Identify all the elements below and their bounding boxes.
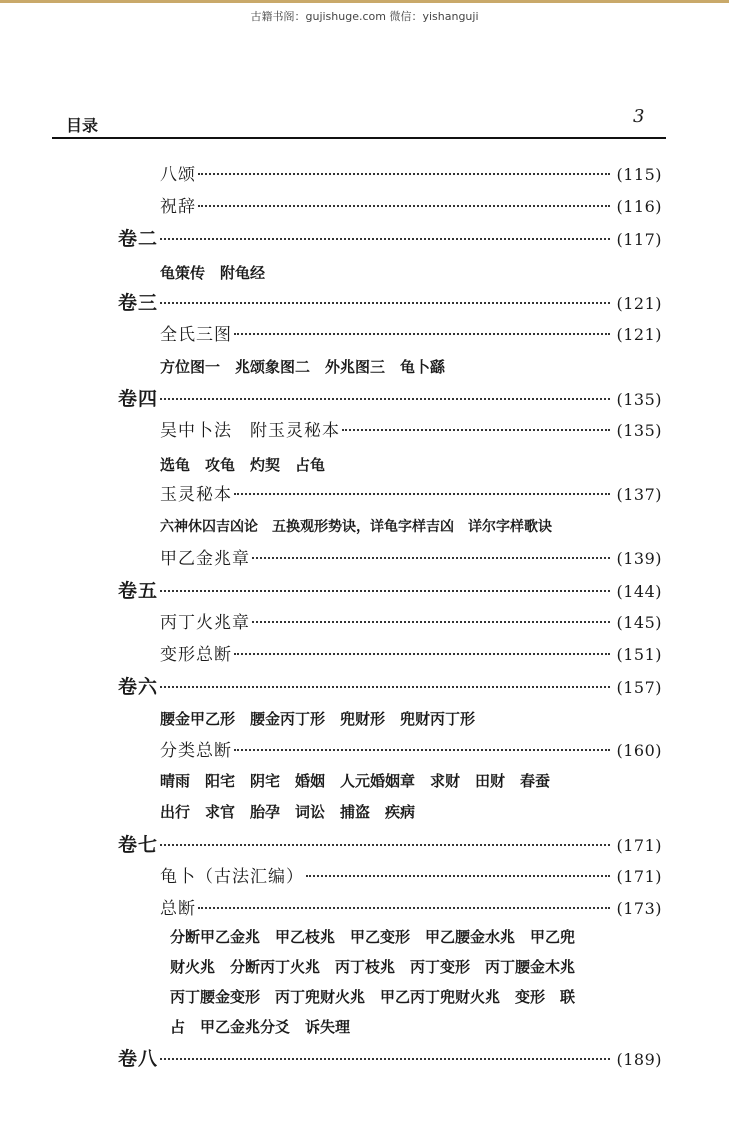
toc-entry-title: 甲乙金兆章	[160, 549, 250, 569]
toc-subentries: 腰金甲乙形 腰金丙丁形 兜财形 兜财丙丁形	[160, 710, 476, 728]
toc-entry-page: (173)	[616, 899, 662, 918]
toc-volume-title: 卷八	[118, 1048, 159, 1070]
toc-entry	[160, 480, 662, 505]
toc-entry	[160, 862, 662, 887]
toc-entry	[160, 544, 662, 569]
toc-subentries: 六神休囚吉凶论 五换观形势诀，详龟字样吉凶 详尔字样歌诀	[160, 519, 552, 535]
toc-entry-page: (115)	[616, 165, 662, 184]
toc-entry-title: 丙丁火兆章	[160, 613, 250, 633]
toc-entry-page: (116)	[616, 197, 662, 216]
toc-volume	[118, 672, 662, 699]
toc-volume	[118, 576, 662, 603]
toc-entry-page: (145)	[616, 613, 662, 632]
toc-entry	[160, 608, 662, 633]
toc-entry	[160, 736, 662, 761]
toc-entry-page: (151)	[616, 645, 662, 664]
toc-subentries: 出行 求官 胎孕 词讼 捕盗 疾病	[160, 803, 416, 821]
toc-entry-page: (160)	[616, 741, 662, 760]
toc-volume-title: 卷三	[118, 292, 159, 314]
leader-dots	[160, 589, 610, 592]
toc-entry-page: (171)	[616, 867, 662, 886]
toc-entry-title: 全氏三图	[160, 325, 232, 345]
toc-entry	[160, 160, 662, 185]
leader-dots	[234, 748, 610, 751]
leader-dots	[252, 556, 610, 559]
toc-volume	[118, 384, 662, 411]
toc-entry-page: (137)	[616, 485, 662, 504]
toc-subentries: 方位图一 兆颂象图二 外兆图三 龟卜繇	[160, 358, 446, 376]
toc-entry	[160, 416, 662, 441]
toc-entry-title: 总断	[160, 899, 196, 919]
leader-dots	[160, 843, 610, 846]
leader-dots	[342, 428, 610, 431]
page-number: 3	[633, 106, 645, 127]
leader-dots	[198, 906, 610, 909]
toc-entry-title: 八颂	[160, 165, 196, 185]
leader-dots	[198, 204, 610, 207]
toc-volume	[118, 1044, 662, 1071]
toc-entry-page: (135)	[616, 421, 662, 440]
leader-dots	[160, 1057, 610, 1060]
toc-volume-title: 卷六	[118, 676, 159, 698]
leader-dots	[160, 301, 610, 304]
toc-entry-page: (157)	[616, 678, 662, 697]
toc-entry-title: 龟卜（古法汇编）	[160, 867, 304, 887]
toc-entry-page: (135)	[616, 390, 662, 409]
toc-subentries: 晴雨 阳宅 阴宅 婚姻 人元婚姻章 求财 田财 春蚕	[160, 772, 551, 790]
toc-subentries: 分断甲乙金兆 甲乙枝兆 甲乙变形 甲乙腰金水兆 甲乙兜	[170, 928, 576, 946]
leader-dots	[306, 874, 610, 877]
toc-entry-page: (171)	[616, 836, 662, 855]
leader-dots	[160, 237, 610, 240]
leader-dots	[160, 397, 610, 400]
toc-volume-title: 卷四	[118, 388, 159, 410]
leader-dots	[252, 620, 610, 623]
toc-entry-page: (117)	[616, 230, 662, 249]
toc-entry	[160, 320, 662, 345]
toc-entry-title: 玉灵秘本	[160, 485, 232, 505]
toc-entry	[160, 640, 662, 665]
toc-entry-page: (144)	[616, 582, 662, 601]
toc-entry-page: (189)	[616, 1050, 662, 1069]
leader-dots	[160, 685, 610, 688]
toc-subentries: 龟策传 附龟经	[160, 264, 266, 282]
toc-subentries: 丙丁腰金变形 丙丁兜财火兆 甲乙丙丁兜财火兆 变形 联	[170, 988, 576, 1006]
toc-entry-title: 变形总断	[160, 645, 232, 665]
leader-dots	[234, 492, 610, 495]
toc-volume-title: 卷七	[118, 834, 159, 856]
toc-volume-title: 卷二	[118, 228, 159, 250]
toc-volume	[118, 830, 662, 857]
toc-entry	[160, 192, 662, 217]
toc-entry-page: (139)	[616, 549, 662, 568]
leader-dots	[234, 652, 610, 655]
toc-entry	[160, 894, 662, 919]
source-watermark: 古籍书阁：gujishuge.com 微信：yishanguji	[250, 10, 479, 23]
toc-volume	[118, 224, 662, 251]
toc-subentries: 财火兆 分断丙丁火兆 丙丁枝兆 丙丁变形 丙丁腰金木兆	[170, 958, 576, 976]
toc-entry-title: 吴中卜法 附玉灵秘本	[160, 421, 340, 441]
toc-entry-title: 祝辞	[160, 197, 196, 217]
toc-subentries: 占 甲乙金兆分爻 诉失理	[170, 1018, 351, 1036]
leader-dots	[234, 332, 610, 335]
toc-volume-title: 卷五	[118, 580, 159, 602]
leader-dots	[198, 172, 610, 175]
toc-volume	[118, 288, 662, 315]
page-title: 目录	[66, 116, 99, 135]
toc-entry-title: 分类总断	[160, 741, 232, 761]
toc-entry-page: (121)	[616, 294, 662, 313]
toc-subentries: 选龟 攻龟 灼契 占龟	[160, 456, 326, 474]
toc-entry-page: (121)	[616, 325, 662, 344]
